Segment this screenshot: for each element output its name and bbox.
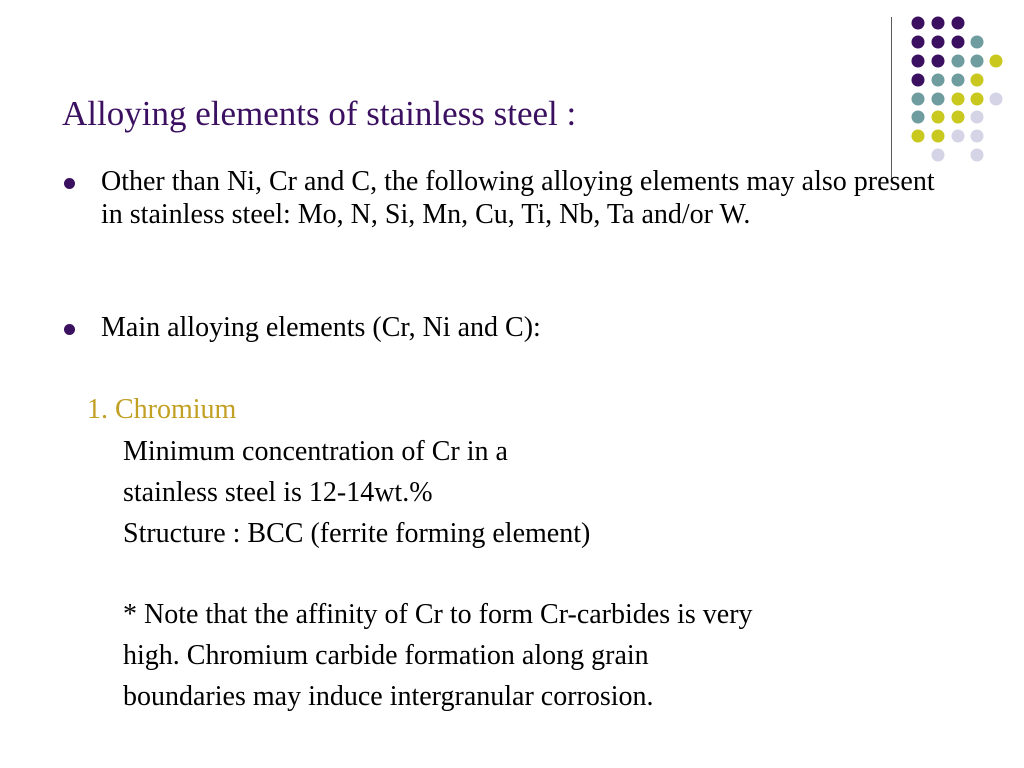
deco-dot — [912, 36, 925, 49]
section-heading-chromium: 1. Chromium — [87, 394, 237, 425]
deco-dot — [912, 130, 925, 143]
deco-dot — [932, 93, 945, 106]
deco-dot — [932, 55, 945, 68]
deco-dot — [932, 36, 945, 49]
note-line: * Note that the affinity of Cr to form Cr-carbides is very — [123, 599, 753, 630]
deco-dot — [952, 55, 965, 68]
deco-dot — [932, 130, 945, 143]
deco-dot — [971, 111, 984, 124]
deco-dot — [932, 149, 945, 162]
deco-dot — [912, 93, 925, 106]
deco-dot — [971, 36, 984, 49]
deco-dot — [952, 130, 965, 143]
deco-dot — [952, 111, 965, 124]
deco-dot — [912, 55, 925, 68]
deco-dot — [912, 111, 925, 124]
deco-dot — [971, 55, 984, 68]
chromium-line: stainless steel is 12-14wt.% — [123, 477, 433, 508]
note-line: high. Chromium carbide formation along grain — [123, 640, 649, 671]
deco-dot — [932, 74, 945, 87]
deco-dot — [971, 149, 984, 162]
note-line: boundaries may induce intergranular corrosion. — [123, 681, 654, 712]
deco-dot — [971, 130, 984, 143]
deco-dot — [990, 93, 1003, 106]
deco-dot — [912, 74, 925, 87]
slide-title: Alloying elements of stainless steel : — [62, 94, 577, 133]
deco-dot — [952, 93, 965, 106]
deco-dot — [952, 36, 965, 49]
deco-dot — [912, 17, 925, 30]
bullet-text-other-elements: Other than Ni, Cr and C, the following alloying elements may also present in stainless steel: Mo, N, Si, Mn, Cu, Ti, Nb, Ta and/or W. — [101, 166, 935, 230]
deco-dot — [932, 111, 945, 124]
deco-dot — [990, 55, 1003, 68]
deco-dot — [952, 74, 965, 87]
deco-dot — [971, 93, 984, 106]
deco-dot — [971, 74, 984, 87]
bullet-text-main-elements: Main alloying elements (Cr, Ni and C): — [101, 312, 541, 343]
bullet-dot — [64, 324, 75, 335]
bullet-dot — [64, 178, 75, 189]
chromium-line: Minimum concentration of Cr in a — [123, 436, 508, 467]
deco-dot — [932, 17, 945, 30]
chromium-line: Structure : BCC (ferrite forming element) — [123, 518, 591, 549]
deco-dot — [952, 17, 965, 30]
